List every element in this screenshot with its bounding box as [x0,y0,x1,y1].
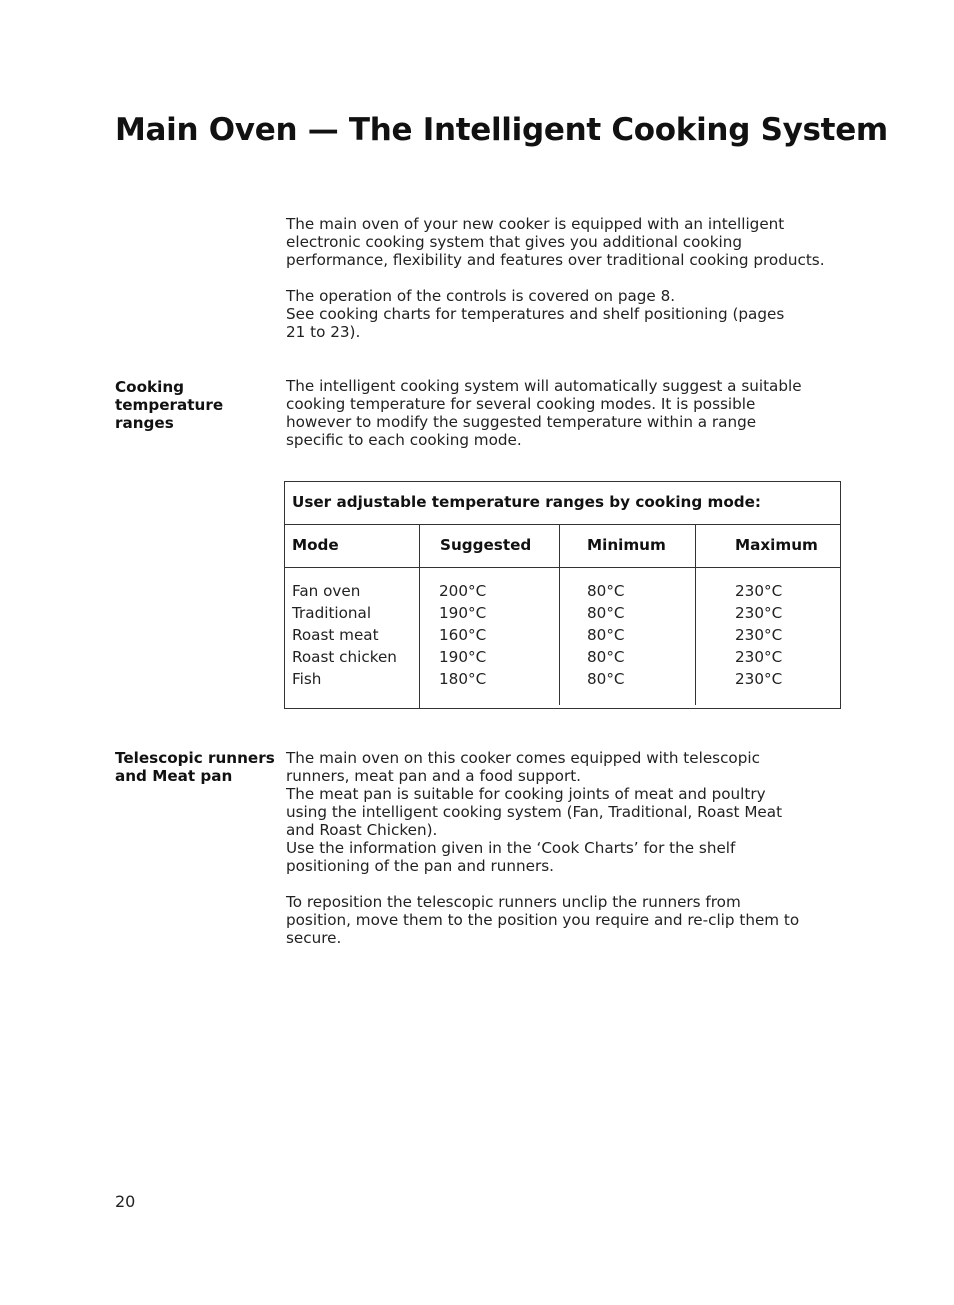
text-line: using the intelligent cooking system (Fan, Traditional, Roast Meat [286,803,783,821]
temperature-ranges-table [284,481,841,709]
header-minimum: Minimum [587,536,666,554]
cooking-temperature-heading [115,378,280,432]
text-line: cooking temperature for several cooking modes. It is possible [286,395,756,413]
table-cell: Roast meat [292,626,379,644]
table-cell: 160°C [439,626,487,644]
header-maximum: Maximum [735,536,818,554]
text-line: The intelligent cooking system will automatically suggest a suitable [286,377,802,395]
table-cell: 190°C [439,604,487,622]
heading-line: and Meat pan [115,767,233,785]
table-cell: 190°C [439,648,487,666]
text-line: however to modify the suggested temperature within a range [286,413,757,431]
table-cell: Fan oven [292,582,361,600]
table-caption: User adjustable temperature ranges by cooking mode: [292,493,762,511]
telescopic-heading [115,749,280,785]
table-cell: 230°C [735,648,783,666]
table-cell: 230°C [735,626,783,644]
table-cell: 80°C [587,648,625,666]
table-cell: 230°C [735,582,783,600]
header-suggested: Suggested [440,536,532,554]
mode-column [292,580,397,690]
table-cell: Roast chicken [292,648,397,666]
table-cell: 80°C [587,604,625,622]
telescopic-paragraph-2 [286,893,846,947]
telescopic-paragraph-1 [286,749,846,875]
text-line: 21 to 23). [286,323,361,341]
text-line: The main oven of your new cooker is equipped with an intelligent [286,215,785,233]
text-line: To reposition the telescopic runners unclip the runners from [286,893,741,911]
table-cell: Fish [292,670,322,688]
heading-line: ranges [115,414,174,432]
page-number: 20 [115,1192,136,1211]
text-line: positioning of the pan and runners. [286,857,554,875]
column-divider [419,525,420,709]
page-title: Main Oven — The Intelligent Cooking System [115,112,888,148]
text-line: and Roast Chicken). [286,821,438,839]
cooking-temperature-paragraph [286,377,846,449]
text-line: electronic cooking system that gives you additional cooking [286,233,743,251]
text-line: position, move them to the position you require and re-clip them to [286,911,800,929]
column-divider [695,525,696,568]
intro-paragraph-1 [286,215,846,269]
header-mode: Mode [292,536,339,554]
column-divider [559,525,560,568]
table-header-row [285,525,840,568]
table-cell: 80°C [587,582,625,600]
text-line: The meat pan is suitable for cooking joints of meat and poultry [286,785,766,803]
minimum-column [587,580,625,690]
maximum-column [735,580,782,690]
text-line: secure. [286,929,342,947]
table-cell: 80°C [587,626,625,644]
heading-line: Cooking [115,378,185,396]
table-cell: 80°C [587,670,625,688]
text-line: performance, flexibility and features over traditional cooking products. [286,251,825,269]
column-divider [559,568,560,705]
table-cell: 230°C [735,604,783,622]
table-cell: 180°C [439,670,487,688]
intro-paragraph-2 [286,287,846,341]
text-line: Use the information given in the ‘Cook Charts’ for the shelf [286,839,736,857]
column-divider [695,568,696,705]
table-cell: 200°C [439,582,487,600]
text-line: runners, meat pan and a food support. [286,767,581,785]
table-cell: 230°C [735,670,783,688]
heading-line: temperature [115,396,224,414]
text-line: The operation of the controls is covered on page 8. [286,287,676,305]
table-cell: Traditional [292,604,372,622]
text-line: See cooking charts for temperatures and shelf positioning (pages [286,305,785,323]
text-line: specific to each cooking mode. [286,431,522,449]
suggested-column [439,580,486,690]
text-line: The main oven on this cooker comes equipped with telescopic [286,749,760,767]
table-caption-row [285,482,840,525]
heading-line: Telescopic runners [115,749,275,767]
